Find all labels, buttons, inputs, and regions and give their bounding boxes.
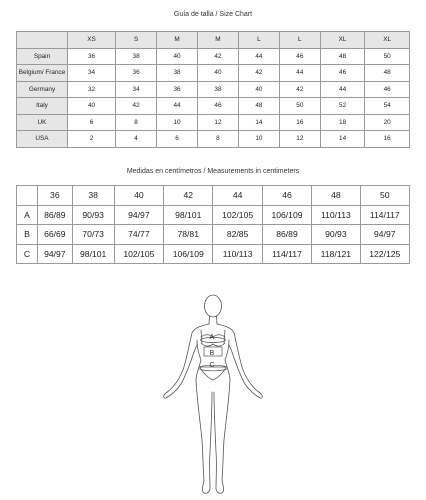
measurements-header-cell: 50 — [360, 186, 409, 206]
measurement-cell: 74/77 — [114, 225, 163, 245]
measurement-cell: 94/97 — [360, 225, 409, 245]
measurement-cell: 106/109 — [262, 205, 311, 225]
country-label: UK — [17, 114, 68, 131]
size-cell: 44 — [238, 48, 279, 65]
measurement-cell: 78/81 — [164, 225, 213, 245]
measurement-cell: 106/109 — [164, 244, 213, 264]
size-cell: 36 — [116, 65, 157, 82]
size-cell: 46 — [365, 81, 410, 98]
size-chart-table — [16, 31, 410, 148]
measurement-cell: 110/113 — [213, 244, 262, 264]
measurements-header-cell: 40 — [114, 186, 163, 206]
country-label: Germany — [17, 81, 68, 98]
measurement-label-c: C — [209, 362, 215, 369]
size-cell: 32 — [68, 81, 116, 98]
measurement-label-a: A — [209, 334, 215, 341]
size-cell: 20 — [365, 114, 410, 131]
size-header-row — [17, 32, 410, 49]
measurements-title: Medidas en centímetros / Measurements in centimeters — [126, 168, 300, 175]
measurement-cell: 98/101 — [164, 205, 213, 225]
size-cell: 48 — [320, 48, 365, 65]
body-measurement-figure — [150, 288, 280, 498]
size-cell: 40 — [68, 98, 116, 115]
measurement-cell: 90/93 — [72, 205, 114, 225]
size-cell: 40 — [238, 81, 279, 98]
measurement-cell: 94/97 — [114, 205, 163, 225]
size-row-germany — [17, 81, 410, 98]
measurement-cell: 118/121 — [312, 244, 360, 264]
measurements-header-cell: 42 — [164, 186, 213, 206]
size-cell: 54 — [365, 98, 410, 115]
size-header-cell: L — [279, 32, 320, 49]
size-row-spain — [17, 48, 410, 65]
size-cell: 46 — [320, 65, 365, 82]
measurements-header-cell — [17, 186, 38, 206]
measurements-header-row — [17, 186, 410, 206]
size-cell: 12 — [197, 114, 238, 131]
size-cell: 44 — [320, 81, 365, 98]
measurement-cell: 86/89 — [38, 205, 73, 225]
measurement-cell: 70/73 — [72, 225, 114, 245]
measurement-row-c — [17, 244, 410, 264]
size-cell: 48 — [238, 98, 279, 115]
size-header-cell — [17, 32, 68, 49]
size-cell: 46 — [279, 48, 320, 65]
country-label: USA — [17, 131, 68, 148]
size-cell: 12 — [279, 131, 320, 148]
size-cell: 14 — [320, 131, 365, 148]
measurements-header-cell: 48 — [312, 186, 360, 206]
size-cell: 10 — [157, 114, 198, 131]
country-label: Belgium/ France — [17, 65, 68, 82]
measurement-cell: 102/105 — [114, 244, 163, 264]
size-cell: 50 — [279, 98, 320, 115]
measurement-cell: 98/101 — [72, 244, 114, 264]
measurements-header-cell: 38 — [72, 186, 114, 206]
size-header-cell: XS — [68, 32, 116, 49]
size-cell: 46 — [197, 98, 238, 115]
measurement-label: C — [17, 244, 38, 264]
size-cell: 36 — [157, 81, 198, 98]
size-cell: 40 — [197, 65, 238, 82]
measurement-cell: 102/105 — [213, 205, 262, 225]
figure-left-leg — [196, 380, 212, 493]
figure-head — [205, 295, 222, 317]
size-cell: 38 — [197, 81, 238, 98]
size-cell: 44 — [157, 98, 198, 115]
measurements-header-cell: 44 — [213, 186, 262, 206]
measurement-cell: 86/89 — [262, 225, 311, 245]
size-cell: 42 — [238, 65, 279, 82]
size-cell: 38 — [116, 48, 157, 65]
measurement-row-a — [17, 205, 410, 225]
size-cell: 16 — [365, 131, 410, 148]
size-cell: 6 — [157, 131, 198, 148]
size-row-usa — [17, 131, 410, 148]
measurement-label-b: B — [209, 350, 215, 357]
measurements-header-cell: 36 — [38, 186, 73, 206]
size-cell: 14 — [238, 114, 279, 131]
measurements-table — [16, 185, 410, 264]
size-cell: 34 — [68, 65, 116, 82]
size-header-cell: M — [197, 32, 238, 49]
figure-left-arm — [164, 324, 209, 398]
size-header-cell: S — [116, 32, 157, 49]
size-header-cell: L — [238, 32, 279, 49]
size-cell: 42 — [197, 48, 238, 65]
size-cell: 40 — [157, 48, 198, 65]
size-cell: 6 — [68, 114, 116, 131]
size-row-italy — [17, 98, 410, 115]
size-chart-title: Guía de talla / Size Chart — [173, 11, 253, 18]
measurement-cell: 110/113 — [312, 205, 360, 225]
figure-right-arm — [217, 324, 262, 398]
size-cell: 50 — [365, 48, 410, 65]
size-row-uk — [17, 114, 410, 131]
size-cell: 48 — [365, 65, 410, 82]
size-cell: 36 — [68, 48, 116, 65]
size-cell: 34 — [116, 81, 157, 98]
measurement-row-b — [17, 225, 410, 245]
measurement-cell: 90/93 — [312, 225, 360, 245]
country-label: Spain — [17, 48, 68, 65]
size-cell: 52 — [320, 98, 365, 115]
size-cell: 10 — [238, 131, 279, 148]
size-cell: 16 — [279, 114, 320, 131]
size-row-belgium-france — [17, 65, 410, 82]
measurement-cell: 66/69 — [38, 225, 73, 245]
size-cell: 8 — [116, 114, 157, 131]
size-header-cell: XL — [365, 32, 410, 49]
size-header-cell: M — [157, 32, 198, 49]
measurement-cell: 94/97 — [38, 244, 73, 264]
measurement-cell: 122/125 — [360, 244, 409, 264]
size-cell: 42 — [279, 81, 320, 98]
country-label: Italy — [17, 98, 68, 115]
size-cell: 2 — [68, 131, 116, 148]
measurement-label: B — [17, 225, 38, 245]
size-header-cell: XL — [320, 32, 365, 49]
measurement-cell: 114/117 — [262, 244, 311, 264]
measurement-cell: 114/117 — [360, 205, 409, 225]
size-cell: 44 — [279, 65, 320, 82]
size-cell: 42 — [116, 98, 157, 115]
size-cell: 38 — [157, 65, 198, 82]
measurement-cell: 82/85 — [213, 225, 262, 245]
measurement-label: A — [17, 205, 38, 225]
size-cell: 4 — [116, 131, 157, 148]
measurements-header-cell: 46 — [262, 186, 311, 206]
figure-right-leg — [214, 380, 230, 493]
size-cell: 18 — [320, 114, 365, 131]
size-cell: 8 — [197, 131, 238, 148]
